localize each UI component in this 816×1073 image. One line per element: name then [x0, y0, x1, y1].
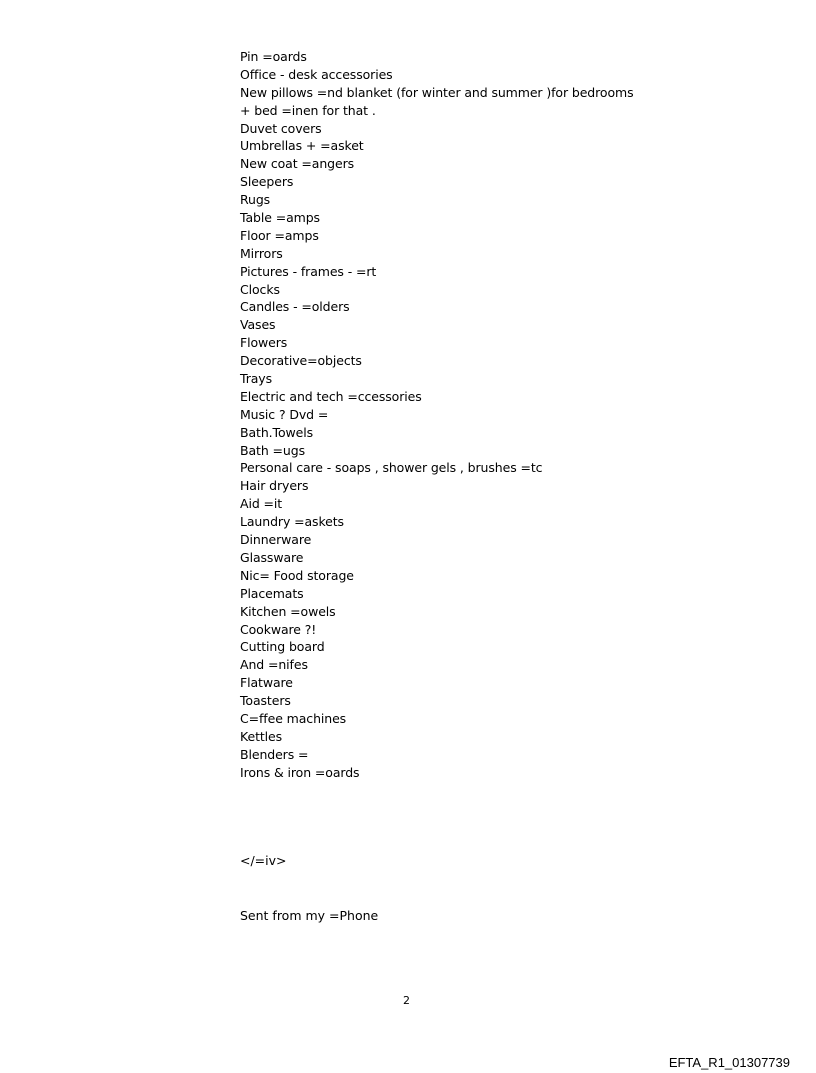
list-item: Flowers [240, 335, 288, 351]
list-item: Vases [240, 317, 276, 333]
document-id: EFTA_R1_01307739 [668, 1055, 790, 1070]
list-item: Glassware [240, 549, 304, 565]
list-item: C=ffee machines [240, 710, 347, 726]
list-item: And =nifes [240, 657, 308, 673]
stray-closing-tag: </=iv> [240, 853, 287, 868]
list-item: Clocks [240, 281, 280, 297]
list-item: Table =amps [240, 210, 320, 226]
list-item: Rugs [240, 192, 271, 208]
list-item: Trays [240, 371, 273, 387]
list-item: Laundry =askets [240, 514, 344, 530]
list-item: Music ? Dvd = [240, 406, 329, 422]
list-item: Floor =amps [240, 227, 319, 243]
list-item: Sleepers [240, 174, 294, 190]
list-item: New coat =angers [240, 156, 355, 172]
list-item: Kitchen =owels [240, 603, 336, 619]
list-item: Personal care - soaps , shower gels , brushes =tc [240, 460, 543, 476]
list-item: + bed =inen for that . [240, 102, 376, 118]
list-item: Flatware [240, 675, 293, 691]
email-signature: Sent from my =Phone [240, 908, 379, 923]
list-item: Blenders = [240, 746, 309, 762]
shopping-list [240, 48, 634, 782]
list-item: Bath.Towels [240, 424, 313, 440]
list-item: New pillows =nd blanket (for winter and summer )for bedrooms [240, 84, 634, 100]
list-item: Electric and tech =ccessories [240, 388, 422, 404]
list-item: Irons & iron =oards [240, 764, 360, 780]
list-item: Aid =it [240, 496, 283, 512]
list-item: Kettles [240, 728, 283, 744]
list-item: Bath =ugs [240, 442, 305, 458]
list-item: Mirrors [240, 245, 283, 261]
list-item: Decorative=objects [240, 353, 362, 369]
list-item: Pin =oards [240, 49, 307, 64]
list-item: Duvet covers [240, 120, 322, 136]
list-item: Nic= Food storage [240, 567, 354, 583]
list-item: Pictures - frames - =rt [240, 263, 377, 279]
list-item: Dinnerware [240, 532, 312, 548]
list-item: Candles - =olders [240, 299, 350, 315]
list-item: Cutting board [240, 639, 325, 655]
list-item: Office - desk accessories [240, 66, 393, 82]
page-number: 2 [403, 994, 410, 1007]
list-item: Toasters [240, 693, 291, 709]
list-item: Umbrellas + =asket [240, 138, 364, 154]
list-item: Placemats [240, 585, 304, 601]
list-item: Hair dryers [240, 478, 309, 494]
list-item: Cookware ?! [240, 621, 317, 637]
